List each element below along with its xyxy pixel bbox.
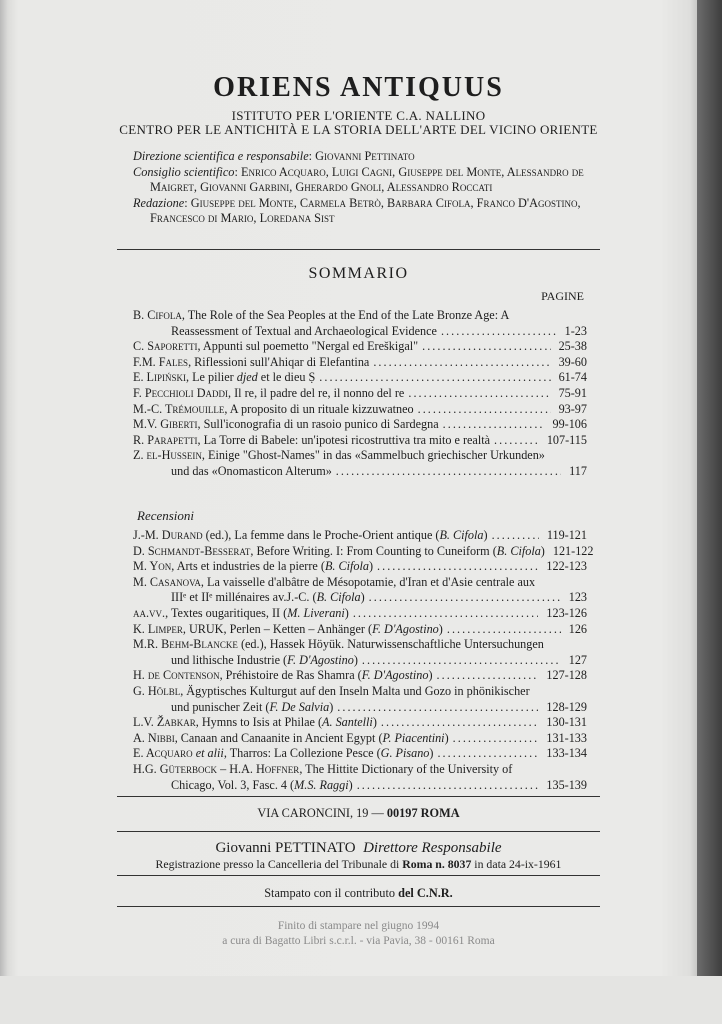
entry-text	[171, 324, 437, 340]
entry-author: A. Nibbi	[133, 730, 175, 745]
toc-entry	[133, 746, 587, 762]
entry-text	[133, 417, 439, 433]
entry-italic: F. D'Agostino	[361, 668, 429, 683]
entry-title: , Hymns to Isis at Philae (	[195, 715, 323, 730]
entry-text	[133, 339, 418, 355]
toc-entry	[133, 543, 594, 560]
entry-title: , The Role of the Sea Peoples at the End of the Late Bronze Age: A	[181, 308, 510, 322]
articles-list	[133, 308, 587, 480]
entry-line	[133, 606, 587, 622]
entry-title: et le dieu Ṣ	[257, 370, 316, 385]
entry-pages: 1-23	[564, 323, 587, 338]
entry-italic: M.S. Raggi	[294, 777, 349, 792]
entry-title: )	[540, 543, 545, 558]
entry-italic: F. D'Agostino	[287, 652, 354, 667]
entry-title: )	[429, 746, 434, 761]
entry-line	[133, 762, 587, 778]
entry-italic: P. Piacentini	[382, 730, 445, 745]
registration-line	[100, 857, 617, 872]
entry-author: Z. el-Hussein	[133, 448, 202, 463]
entry-pages: 130-131	[546, 715, 587, 730]
entry-pages: 93-97	[558, 401, 587, 416]
entry-title: (ed.), Hassek Höyük. Naturwissenschaftliche Untersuchungen	[237, 637, 544, 652]
entry-title: )	[344, 605, 349, 620]
entry-pages: 39-60	[558, 354, 587, 369]
entry-line	[133, 653, 587, 669]
entry-italic: B. Cifola	[496, 543, 541, 558]
entry-line	[133, 433, 587, 449]
reviews-list	[133, 528, 594, 793]
entry-title: , The Hittite Dictionary of the University of	[299, 761, 513, 776]
printed-sponsor: del C.N.R.	[398, 886, 453, 900]
toc-entry	[133, 684, 587, 715]
centre-line: CENTRO PER LE ANTICHITÀ E LA STORIA DELL'ARTE DEL VICINO ORIENTE	[119, 122, 598, 137]
divider	[117, 796, 600, 797]
entry-pages: 133-134	[546, 746, 587, 761]
direzione-names: Giovanni Pettinato	[315, 149, 415, 163]
entry-line	[133, 590, 587, 606]
director-line	[117, 840, 600, 857]
entry-pages: 123-126	[546, 605, 587, 620]
dot-leader	[437, 668, 539, 684]
entry-author: K. Limper	[133, 621, 183, 636]
entry-pages: 122-123	[546, 559, 587, 574]
toc-entry	[133, 762, 587, 793]
entry-italic: A. Santelli	[322, 715, 373, 730]
entry-text	[133, 746, 433, 762]
entry-text	[133, 715, 377, 731]
dot-leader	[369, 590, 561, 606]
redazione-label: Redazione	[133, 195, 185, 210]
divider	[117, 906, 600, 907]
dot-leader	[408, 386, 550, 402]
pages-column-label: PAGINE	[541, 289, 584, 303]
entry-italic: F. D'Agostino	[372, 621, 439, 636]
entry-text	[133, 308, 509, 322]
entry-title: , Textes ougaritiques, II (	[165, 605, 288, 620]
entry-pages: 123	[568, 590, 587, 605]
entry-pages: 117	[569, 463, 587, 478]
dot-leader	[441, 324, 557, 340]
entry-author: M.V. Giberti	[133, 417, 198, 432]
editorial-credits: Direzione scientifica e responsabile: Giovanni Pettinato Consiglio scientifico: Enrico Acquaro, Luigi Cagni, Giuseppe del Monte, Alessandro de Maigret, Giovanni Garbini, Gherardo Gnoli, Alessandro Roccati Redazione: Giuseppe del Monte, Carmela Betrò, Barbara Cifola, Franco D'Agostino, Francesco di Mario, Loredana Sist	[133, 149, 603, 227]
entry-author: E. Lipiński	[133, 370, 186, 385]
toc-entry	[133, 715, 587, 731]
toc-entry	[133, 668, 587, 684]
entry-pages: 128-129	[546, 699, 587, 714]
entry-author: D. Schmandt-Besserat	[133, 543, 251, 558]
entry-line	[133, 402, 587, 418]
entry-pages: 61-74	[558, 370, 587, 385]
entry-title: )	[329, 699, 334, 714]
registration-number: Roma n. 8037	[402, 857, 472, 871]
entry-title: , Le pilier	[185, 370, 237, 385]
entry-text	[171, 653, 358, 669]
entry-title: , Riflessioni sull'Ahiqar di Elefantina	[188, 354, 370, 369]
entry-author: H.A. Hoffner	[229, 761, 300, 776]
entry-text	[133, 762, 512, 776]
toc-entry	[133, 355, 587, 371]
entry-pages: 131-133	[546, 730, 587, 745]
dot-leader	[381, 715, 538, 731]
entry-italic: F. De Salvia	[269, 699, 330, 714]
entry-title: )	[444, 730, 449, 745]
entry-text	[171, 590, 365, 606]
entry-line	[133, 715, 587, 731]
dot-leader	[353, 606, 539, 622]
scan-margin	[0, 976, 722, 1024]
entry-line	[133, 731, 587, 747]
entry-title: , A proposito di un rituale kizzuwatneo	[224, 401, 414, 416]
dot-leader	[337, 700, 538, 716]
toc-entry	[133, 606, 587, 622]
toc-entry	[133, 559, 587, 575]
entry-pages: 107-115	[546, 432, 587, 447]
entry-line	[133, 417, 587, 433]
entry-text	[133, 559, 373, 575]
entry-title: )	[353, 652, 358, 667]
entry-pages: 135-139	[546, 777, 587, 792]
address	[117, 806, 600, 821]
entry-pages: 121-122	[552, 543, 594, 558]
entry-author: M. Yon	[133, 559, 172, 574]
dot-leader	[319, 370, 550, 386]
dot-leader	[373, 355, 550, 371]
entry-title: , Appunti sul poemetto "Nergal ed Ereškigal"	[197, 339, 419, 354]
entry-author: J.-M. Durand	[133, 528, 203, 542]
address-city: 00197 ROMA	[386, 806, 460, 820]
consiglio-names-1: Enrico Acquaro, Luigi Cagni, Giuseppe del Monte, Alessandro de	[240, 164, 584, 179]
entry-text	[133, 668, 433, 684]
entry-text	[133, 433, 490, 449]
entry-author: H. de Contenson	[133, 668, 220, 683]
entry-line	[133, 308, 587, 324]
entry-italic: et alii	[192, 746, 224, 761]
entry-author: M. Casanova	[133, 574, 201, 589]
entry-pages: 119-121	[546, 528, 587, 542]
entry-title: und lithische Industrie (	[171, 652, 288, 667]
consiglio-label: Consiglio scientifico	[133, 164, 235, 179]
toc-entry	[133, 528, 587, 544]
entry-line	[133, 559, 587, 575]
contents-heading: SOMMARIO	[308, 265, 409, 282]
dot-leader	[443, 417, 545, 433]
dot-leader	[494, 433, 539, 449]
entry-line	[133, 622, 587, 638]
journal-title: ORIENS ANTIQUUS	[213, 72, 504, 103]
entry-line	[133, 370, 587, 386]
reviews-heading: Recensioni	[137, 508, 195, 523]
entry-author: F.M. Fales	[133, 354, 189, 369]
dot-leader	[377, 559, 538, 575]
entry-author: F. Pecchioli Daddi	[133, 385, 229, 400]
entry-text	[133, 544, 545, 560]
entry-title: , Tharros: La Collezione Pesce (	[223, 746, 381, 761]
toc-entry	[133, 417, 587, 433]
toc-entry	[133, 370, 587, 386]
address-street: VIA CARONCINI, 19 —	[257, 806, 387, 820]
entry-title: , Il re, il padre del re, il nonno del re	[228, 385, 405, 400]
entry-italic: M. Liverani	[287, 605, 345, 620]
entry-text	[133, 355, 369, 371]
finished-printing: Finito di stampare nel giugno 1994	[277, 920, 440, 932]
entry-author: L.V. Žabkar	[133, 715, 196, 730]
toc-entry	[133, 339, 587, 355]
entry-line	[133, 684, 587, 700]
entry-title: , Before Writing. I: From Counting to Cuneiform (	[250, 543, 497, 558]
institute-line: ISTITUTO PER L'ORIENTE C.A. NALLINO	[231, 108, 486, 123]
entry-line	[133, 324, 587, 340]
entry-text	[133, 402, 414, 418]
registration-text: Registrazione presso la Cancelleria del Tribunale di	[155, 857, 403, 871]
entry-text	[171, 464, 332, 480]
entry-text	[171, 700, 333, 716]
entry-title: , Canaan and Canaanite in Ancient Egypt (	[174, 730, 383, 745]
entry-author: E. Acquaro	[133, 746, 193, 761]
entry-line	[133, 575, 587, 591]
entry-line	[133, 464, 587, 480]
entry-title: )	[368, 559, 374, 574]
entry-pages: 99-106	[552, 417, 587, 432]
entry-line	[133, 778, 587, 794]
entry-author: M.-C. Trémouille	[133, 401, 225, 416]
entry-title: und das «Onomasticon Alterum»	[171, 463, 332, 478]
entry-title: , Einige "Ghost-Names" in das «Sammelbuch griechischer Urkunden»	[201, 448, 545, 463]
toc-entry	[133, 433, 587, 449]
entry-pages: 127	[568, 652, 587, 667]
entry-line	[133, 700, 587, 716]
toc-entry	[133, 448, 587, 479]
entry-author: B. Cifola	[133, 308, 182, 322]
entry-title: Reassessment of Textual and Archaeological Evidence	[171, 323, 437, 338]
scan-edge	[697, 0, 722, 1024]
entry-italic: B. Cifola	[316, 590, 361, 605]
entry-text	[133, 448, 545, 462]
entry-title: , Ägyptisches Kulturgut auf den Inseln Malta und Gozo in phönikischer	[180, 683, 530, 698]
entry-title: IIIᵉ et IIᵉ millénaires av.J.-C. (	[171, 590, 317, 605]
entry-author: G. Hölbl	[133, 683, 181, 698]
entry-text	[133, 606, 349, 622]
entry-title: (ed.), La femme dans le Proche-Orient antique (	[202, 528, 440, 542]
dot-leader	[422, 339, 550, 355]
dot-leader	[362, 653, 561, 669]
dot-leader	[357, 778, 539, 794]
director-role: Direttore Responsabile	[363, 840, 502, 856]
entry-title: , Sull'iconografia di un rasoio punico di Sardegna	[197, 417, 439, 432]
entry-italic: djed	[236, 370, 258, 385]
entry-author: R. Parapetti	[133, 432, 198, 447]
entry-line	[133, 746, 587, 762]
dot-leader	[418, 402, 551, 418]
entry-title: , URUK, Perlen – Ketten – Anhänger (	[182, 621, 373, 636]
entry-text	[133, 637, 544, 651]
entry-title: , La vaisselle d'albâtre de Mésopotamie, d'Iran et d'Asie centrale aux	[200, 574, 536, 589]
entry-author: C. Saporetti	[133, 339, 198, 354]
printed-text: Stampato con il contributo	[264, 886, 399, 900]
consiglio-names-2: Maigret, Giovanni Garbini, Gherardo Gnoli, Alessandro Roccati	[150, 180, 493, 195]
entry-title: , La Torre di Babele: un'ipotesi ricostruttiva tra mito e realtà	[197, 432, 491, 447]
toc-entry	[133, 575, 587, 606]
entry-title: )	[372, 715, 377, 730]
toc-entry	[133, 308, 587, 339]
entry-title: , Arts et industries de la pierre (	[171, 559, 325, 574]
registration-date: in data 24-ix-1961	[471, 857, 562, 871]
entry-line	[133, 386, 587, 402]
entry-line	[133, 668, 587, 684]
entry-title: )	[483, 528, 488, 542]
entry-title: –	[217, 761, 230, 776]
divider	[117, 249, 600, 250]
entry-text	[133, 684, 530, 698]
entry-pages: 25-38	[558, 339, 587, 354]
dot-leader	[336, 464, 561, 480]
toc-entry	[133, 622, 587, 638]
entry-author: M.R. Behm-Blancke	[133, 637, 238, 652]
toc-entry	[133, 637, 587, 668]
divider	[117, 831, 600, 832]
entry-pages: 75-91	[558, 385, 587, 400]
director-name: Giovanni PETTINATO	[215, 840, 356, 856]
toc-entry	[133, 402, 587, 418]
entry-author: aa.vv.	[133, 605, 166, 620]
entry-line	[133, 637, 587, 653]
toc-entry	[133, 731, 587, 747]
dot-leader	[447, 622, 561, 638]
direzione-label: Direzione scientifica e responsabile	[133, 149, 309, 163]
printed-line	[117, 886, 600, 901]
entry-title: , Préhistoire de Ras Shamra (	[219, 668, 362, 683]
entry-title: Chicago, Vol. 3, Fasc. 4 (	[171, 777, 295, 792]
entry-italic: B. Cifola	[439, 528, 484, 542]
publisher-line: a cura di Bagatto Libri s.c.r.l. - via Pavia, 38 - 00161 Roma	[222, 935, 495, 947]
entry-italic: G. Pisano	[380, 746, 430, 761]
entry-text	[133, 622, 443, 638]
dot-leader	[453, 731, 539, 747]
entry-line	[133, 355, 587, 371]
divider	[117, 875, 600, 876]
entry-pages: 126	[568, 621, 587, 636]
entry-text	[133, 528, 488, 544]
entry-text	[133, 370, 315, 386]
entry-title: )	[428, 668, 433, 683]
redazione-names-2: Francesco di Mario, Loredana Sist	[150, 211, 335, 226]
entry-italic: B. Cifola	[324, 559, 369, 574]
entry-title: )	[438, 621, 443, 636]
redazione-names-1: Giuseppe del Monte, Carmela Betrò, Barbara Cifola, Franco D'Agostino,	[190, 195, 581, 210]
entry-text	[133, 731, 449, 747]
dot-leader	[492, 528, 539, 544]
entry-title: und punischer Zeit (	[171, 699, 270, 714]
entry-text	[133, 575, 535, 589]
dot-leader	[437, 746, 538, 762]
entry-pages: 127-128	[546, 668, 587, 683]
entry-text	[171, 778, 353, 794]
entry-author: H.G. Güterbock	[133, 761, 218, 776]
entry-title: )	[348, 777, 353, 792]
entry-line	[133, 543, 594, 560]
entry-line	[133, 448, 587, 464]
toc-entry	[133, 386, 587, 402]
entry-text	[133, 386, 404, 402]
entry-line	[133, 528, 587, 544]
entry-line	[133, 339, 587, 355]
entry-title: )	[360, 590, 365, 605]
